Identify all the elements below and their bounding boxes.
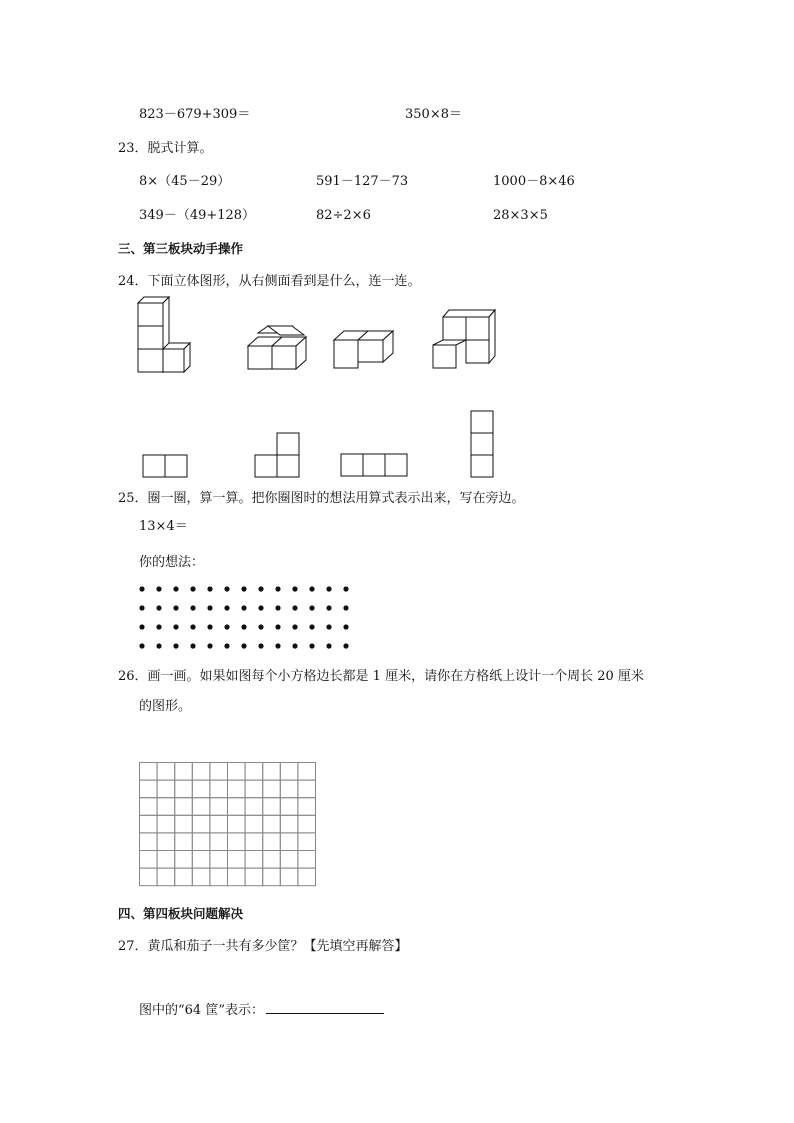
- cube-figure-1: [138, 297, 190, 372]
- dot: [343, 586, 348, 591]
- dot: [190, 643, 195, 648]
- cube-figure-3: [334, 331, 393, 368]
- grid-cell[interactable]: [263, 833, 281, 851]
- dot: [156, 586, 161, 591]
- grid-cell[interactable]: [157, 851, 175, 869]
- grid-cell[interactable]: [245, 815, 263, 833]
- grid-cell[interactable]: [263, 763, 281, 781]
- grid-cell[interactable]: [228, 763, 246, 781]
- grid-cell[interactable]: [157, 798, 175, 816]
- cube-figure-2: [248, 326, 306, 369]
- dot: [309, 605, 314, 610]
- dot: [173, 605, 178, 610]
- grid-paper[interactable]: [139, 762, 319, 892]
- dot-array[interactable]: [136, 582, 356, 652]
- grid-cell[interactable]: [298, 833, 316, 851]
- grid-cell[interactable]: [192, 868, 210, 886]
- grid-cell[interactable]: [228, 868, 246, 886]
- dot: [275, 643, 280, 648]
- grid-cell[interactable]: [175, 833, 193, 851]
- dot: [207, 624, 212, 629]
- dot: [258, 605, 263, 610]
- grid-cell[interactable]: [192, 851, 210, 869]
- dot: [241, 586, 246, 591]
- dot: [207, 605, 212, 610]
- dot: [292, 586, 297, 591]
- dot: [241, 624, 246, 629]
- dot: [224, 643, 229, 648]
- grid-cell[interactable]: [263, 780, 281, 798]
- dot: [173, 643, 178, 648]
- grid-cell[interactable]: [245, 868, 263, 886]
- q27-fill-line: [139, 1001, 384, 1019]
- grid-cell[interactable]: [245, 798, 263, 816]
- q23-title: 23．脱式计算。: [118, 141, 213, 156]
- section-3-title: 三、第三板块动手操作: [118, 241, 244, 256]
- dot: [326, 586, 331, 591]
- dot: [139, 586, 144, 591]
- grid-cell[interactable]: [280, 868, 298, 886]
- dot: [190, 624, 195, 629]
- dot: [139, 624, 144, 629]
- q25-thought-label: 你的想法：: [139, 555, 205, 570]
- dot: [156, 643, 161, 648]
- grid-cell[interactable]: [140, 780, 158, 798]
- dot: [343, 643, 348, 648]
- grid-cell[interactable]: [210, 833, 228, 851]
- q23-expr-1: 8×（45－29）: [139, 174, 231, 189]
- expr-823: 823－679+309＝: [139, 107, 251, 122]
- q23-expr-2: 591－127－73: [316, 174, 409, 189]
- grid-cell[interactable]: [157, 833, 175, 851]
- dot: [190, 605, 195, 610]
- view-option-2: [255, 433, 299, 477]
- dot: [156, 624, 161, 629]
- dot: [224, 586, 229, 591]
- cube-figure-4: [433, 310, 495, 368]
- grid-cell[interactable]: [280, 833, 298, 851]
- grid-cell[interactable]: [280, 815, 298, 833]
- grid-cell[interactable]: [140, 868, 158, 886]
- dot: [241, 643, 246, 648]
- grid-cell[interactable]: [245, 780, 263, 798]
- dot: [224, 624, 229, 629]
- grid-cell[interactable]: [228, 851, 246, 869]
- grid-cell[interactable]: [157, 780, 175, 798]
- dot: [173, 624, 178, 629]
- grid-cell[interactable]: [298, 763, 316, 781]
- grid-cell[interactable]: [228, 833, 246, 851]
- dot: [326, 605, 331, 610]
- q23-expr-6: 28×3×5: [493, 208, 548, 223]
- grid-cell[interactable]: [228, 780, 246, 798]
- grid-cell[interactable]: [210, 815, 228, 833]
- grid-cell[interactable]: [175, 851, 193, 869]
- dot: [139, 643, 144, 648]
- grid-cell[interactable]: [298, 868, 316, 886]
- grid-cell[interactable]: [157, 815, 175, 833]
- expr-350x8: 350×8＝: [405, 107, 462, 122]
- dot: [309, 624, 314, 629]
- grid-cell[interactable]: [210, 780, 228, 798]
- grid-cell[interactable]: [210, 851, 228, 869]
- grid-cell[interactable]: [298, 815, 316, 833]
- view-option-3: [341, 454, 407, 476]
- grid-cell[interactable]: [298, 780, 316, 798]
- dot: [275, 586, 280, 591]
- grid-cell[interactable]: [175, 798, 193, 816]
- q23-expr-4: 349－（49+128）: [139, 208, 256, 223]
- dot: [275, 624, 280, 629]
- grid-cell[interactable]: [210, 868, 228, 886]
- dot: [207, 586, 212, 591]
- view-option-1: [143, 455, 187, 477]
- grid-cell[interactable]: [192, 780, 210, 798]
- q25-expression: 13×4＝: [139, 519, 188, 534]
- grid-cell[interactable]: [175, 868, 193, 886]
- grid-cell[interactable]: [228, 798, 246, 816]
- grid-cell[interactable]: [263, 798, 281, 816]
- grid-cell[interactable]: [210, 798, 228, 816]
- dot: [258, 643, 263, 648]
- grid-cell[interactable]: [157, 763, 175, 781]
- dot: [224, 605, 229, 610]
- grid-cell[interactable]: [263, 868, 281, 886]
- dot: [207, 643, 212, 648]
- grid-cell[interactable]: [140, 833, 158, 851]
- grid-cell[interactable]: [228, 815, 246, 833]
- q23-expr-3: 1000－8×46: [493, 174, 575, 189]
- grid-cell[interactable]: [157, 868, 175, 886]
- grid-cell[interactable]: [298, 798, 316, 816]
- grid-cell[interactable]: [140, 815, 158, 833]
- dot: [241, 605, 246, 610]
- grid-cell[interactable]: [280, 798, 298, 816]
- q26-title-line2: 的图形。: [139, 699, 192, 714]
- grid-cell[interactable]: [245, 763, 263, 781]
- dot: [343, 624, 348, 629]
- q24-title: 24．下面立体图形，从右侧面看到是什么，连一连。: [118, 274, 421, 289]
- grid-cell[interactable]: [245, 833, 263, 851]
- grid-cell[interactable]: [140, 851, 158, 869]
- dot: [139, 605, 144, 610]
- view-option-4: [471, 411, 493, 477]
- dot: [343, 605, 348, 610]
- dot: [309, 586, 314, 591]
- grid-cell[interactable]: [192, 798, 210, 816]
- answer-blank[interactable]: [266, 1001, 384, 1014]
- section-4-title: 四、第四板块问题解决: [118, 906, 244, 921]
- grid-cell[interactable]: [280, 763, 298, 781]
- grid-cell[interactable]: [192, 763, 210, 781]
- grid-cell[interactable]: [192, 815, 210, 833]
- q27-title: 27．黄瓜和茄子一共有多少筐？【先填空再解答】: [118, 939, 408, 954]
- dot: [156, 605, 161, 610]
- grid-cell[interactable]: [175, 780, 193, 798]
- dot: [309, 643, 314, 648]
- grid-cell[interactable]: [140, 798, 158, 816]
- grid-cell[interactable]: [245, 851, 263, 869]
- grid-cell[interactable]: [280, 851, 298, 869]
- q26-title-line1: 26．画一画。如果如图每个小方格边长都是 1 厘米，请你在方格纸上设计一个周长 20 厘米: [118, 669, 644, 684]
- dot: [326, 624, 331, 629]
- grid-cell[interactable]: [263, 851, 281, 869]
- grid-cell[interactable]: [263, 815, 281, 833]
- dot: [326, 643, 331, 648]
- grid-cell[interactable]: [140, 763, 158, 781]
- dot: [292, 605, 297, 610]
- dot: [258, 624, 263, 629]
- grid-cell[interactable]: [298, 851, 316, 869]
- dot: [173, 586, 178, 591]
- dot: [292, 643, 297, 648]
- dot: [292, 624, 297, 629]
- dot: [190, 586, 195, 591]
- q23-expr-5: 82÷2×6: [316, 208, 371, 223]
- q25-title: 25．圈一圈，算一算。把你圈图时的想法用算式表示出来，写在旁边。: [118, 491, 525, 506]
- q27-fill-label: 图中的“64 筐”表示：: [139, 1003, 264, 1018]
- grid-cell[interactable]: [175, 763, 193, 781]
- grid-cell[interactable]: [175, 815, 193, 833]
- grid-cell[interactable]: [280, 780, 298, 798]
- dot: [258, 586, 263, 591]
- dot: [275, 605, 280, 610]
- grid-cell[interactable]: [192, 833, 210, 851]
- grid-cell[interactable]: [210, 763, 228, 781]
